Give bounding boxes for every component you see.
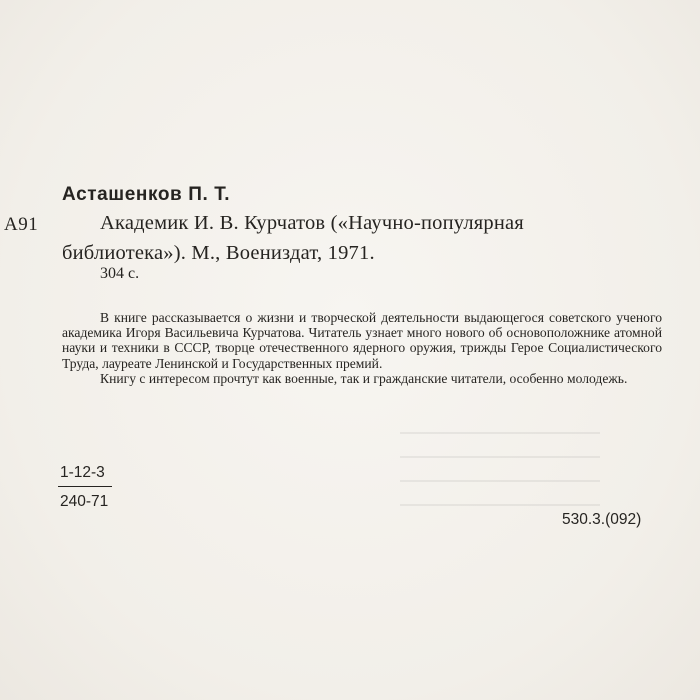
code-numerator: 1-12-3 xyxy=(60,464,105,481)
page-count: 304 с. xyxy=(100,265,140,282)
annotation-paragraph-1: В книге рассказывается о жизни и творческой деятельности выдающегося советского ученого академика Игоря Васильевича Курчатова. Читатель узнает много нового об основоположнике атомной науки и техники в СССР, творце отечественного ядерного оружия, трижды Герое Социалистического Труда, лауреате Ленинской и Государственных премий. xyxy=(62,310,662,371)
annotation-paragraph-2: Книгу с интересом прочтут как военные, так и гражданские читатели, особенно молодежь. xyxy=(100,370,628,386)
code-fraction-line xyxy=(58,486,112,487)
author-name: Асташенков П. Т. xyxy=(62,184,231,205)
library-index: А91 xyxy=(4,214,39,235)
book-title-line-1: Академик И. В. Курчатов («Научно-популярная xyxy=(100,212,524,234)
book-title-line-2: библиотека»). М., Воениздат, 1971. xyxy=(62,242,375,264)
annotation xyxy=(62,310,662,386)
code-denominator: 240-71 xyxy=(60,493,109,510)
show-through-text xyxy=(400,418,600,518)
udc-classification: 530.3.(092) xyxy=(562,511,642,528)
